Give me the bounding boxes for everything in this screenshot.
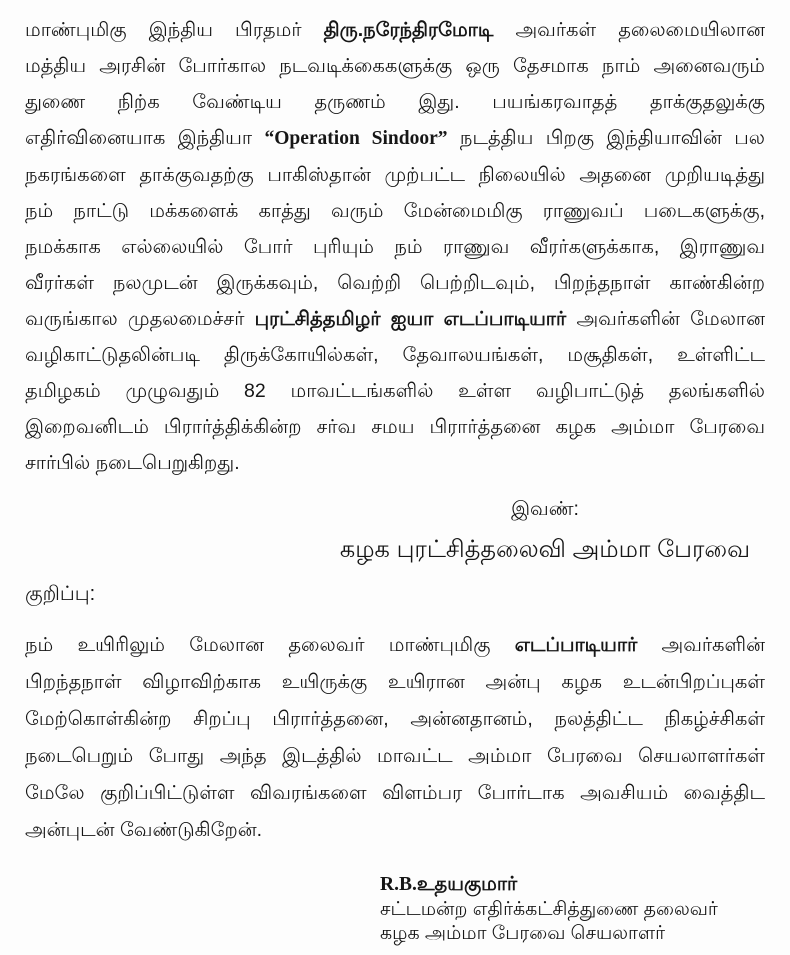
- text-line: [25, 193, 765, 229]
- text-line: [25, 48, 765, 84]
- text-segment: மேலே குறிப்பிட்டுள்ள விவரங்களை விளம்பர போர்டாக அவசியம் வைத்திட: [25, 782, 765, 804]
- text-segment: நகரங்களை தாக்குவதற்கு பாகிஸ்தான் முற்பட்ட நிலையில் அதனை முறியடித்து: [25, 164, 765, 186]
- text-line: [25, 265, 765, 301]
- text-segment: இறைவனிடம் பிரார்த்திக்கின்ற சர்வ சமய பிரார்த்தனை கழக அம்மா பேரவை: [25, 416, 765, 438]
- text-segment: நம் உயிரிலும் மேலான தலைவர் மாண்புமிகு: [25, 634, 515, 656]
- text-line: [25, 738, 765, 775]
- emphasis-text: திரு.நரேந்திரமோடி: [323, 19, 494, 41]
- text-segment: துணை நிற்க வேண்டிய தருணம் இது. பயங்கரவாதத் தாக்குதலுக்கு: [25, 91, 765, 113]
- note-label: குறிப்பு:: [25, 583, 96, 605]
- text-segment: வருங்கால முதலமைச்சர்: [25, 308, 255, 330]
- text-line: [25, 445, 765, 481]
- text-line: [25, 84, 765, 120]
- text-segment: அவர்களின் மேலான: [566, 308, 766, 330]
- text-segment: பிறந்தநாள் விழாவிற்காக உயிருக்கு உயிரான அன்பு கழக உடன்பிறப்புகள்: [25, 671, 765, 693]
- text-line: [25, 301, 765, 337]
- text-line: [380, 871, 765, 898]
- text-line: [25, 337, 765, 373]
- text-segment: நடத்திய பிறகு இந்தியாவின் பல: [447, 127, 765, 149]
- text-segment: சட்டமன்ற எதிர்க்கட்சித்துணை தலைவர்: [380, 899, 718, 920]
- signature-block: [380, 871, 765, 946]
- emphasis-text: புரட்சித்தமிழர் ஐயா எடப்பாடியார்: [254, 308, 567, 330]
- text-line: [380, 922, 765, 946]
- text-segment: தமிழகம் முழுவதும் 82 மாவட்டங்களில் உள்ள வழிபாட்டுத் தலங்களில்: [25, 380, 765, 402]
- text-line: [25, 229, 765, 265]
- text-segment: எதிர்வினையாக இந்தியா: [25, 127, 265, 149]
- text-segment: வீரர்கள் நலமுடன் இருக்கவும், வெற்றி பெற்றிடவும், பிறந்தநாள் காண்கின்ற: [25, 272, 765, 294]
- text-segment: நமக்காக எல்லையில் போர் புரியும் நம் ராணுவ வீரர்களுக்காக, இராணுவ: [25, 236, 765, 258]
- text-line: [25, 12, 765, 48]
- emphasis-text: R.B.: [380, 874, 417, 895]
- emphasis-text: உதயகுமார்: [416, 873, 518, 895]
- text-segment: நடைபெறும் போது அந்த இடத்தில் மாவட்ட அம்மா பேரவை செயலாளர்கள்: [25, 745, 765, 767]
- text-segment: வழிகாட்டுதலின்படி திருக்கோயில்கள், தேவாலயங்கள், மசூதிகள், உள்ளிட்ட: [25, 344, 765, 366]
- text-line: [380, 898, 765, 922]
- text-line: [25, 701, 765, 738]
- note-paragraph: [25, 627, 765, 849]
- text-line: [25, 775, 765, 812]
- text-segment: அவர்கள் தலைமையிலான: [493, 19, 765, 41]
- text-segment: கழக அம்மா பேரவை செயலாளர்: [380, 923, 666, 944]
- signoff-organization: கழக புரட்சித்தலைவி அம்மா பேரவை: [339, 536, 751, 563]
- signoff-block: [310, 491, 780, 571]
- text-line: [25, 373, 765, 409]
- text-line: [25, 627, 765, 664]
- text-segment: மேற்கொள்கின்ற சிறப்பு பிரார்த்தனை, அன்னதானம், நலத்திட்ட நிகழ்ச்சிகள்: [25, 708, 765, 730]
- text-line: [25, 409, 765, 445]
- text-line: [25, 664, 765, 701]
- signoff-ivan-label: இவண்:: [511, 498, 579, 520]
- text-segment: அவர்களின்: [637, 634, 765, 656]
- main-paragraph: [25, 12, 765, 481]
- emphasis-text: எடப்பாடியார்: [514, 634, 638, 656]
- text-segment: அன்புடன் வேண்டுகிறேன்.: [25, 819, 263, 841]
- text-segment: மாண்புமிகு இந்திய பிரதமர்: [25, 19, 324, 41]
- text-segment: நம் நாட்டு மக்களைக் காத்து வரும் மேன்மைமிகு ராணுவப் படைகளுக்கு,: [25, 200, 765, 222]
- text-line: [25, 812, 765, 849]
- text-line: [25, 120, 765, 157]
- text-segment: மத்திய அரசின் போர்கால நடவடிக்கைகளுக்கு ஒரு தேசமாக நாம் அனைவரும்: [25, 55, 765, 77]
- text-line: [25, 157, 765, 193]
- emphasis-text: “Operation Sindoor”: [264, 128, 448, 149]
- text-segment: சார்பில் நடைபெறுகிறது.: [25, 452, 240, 474]
